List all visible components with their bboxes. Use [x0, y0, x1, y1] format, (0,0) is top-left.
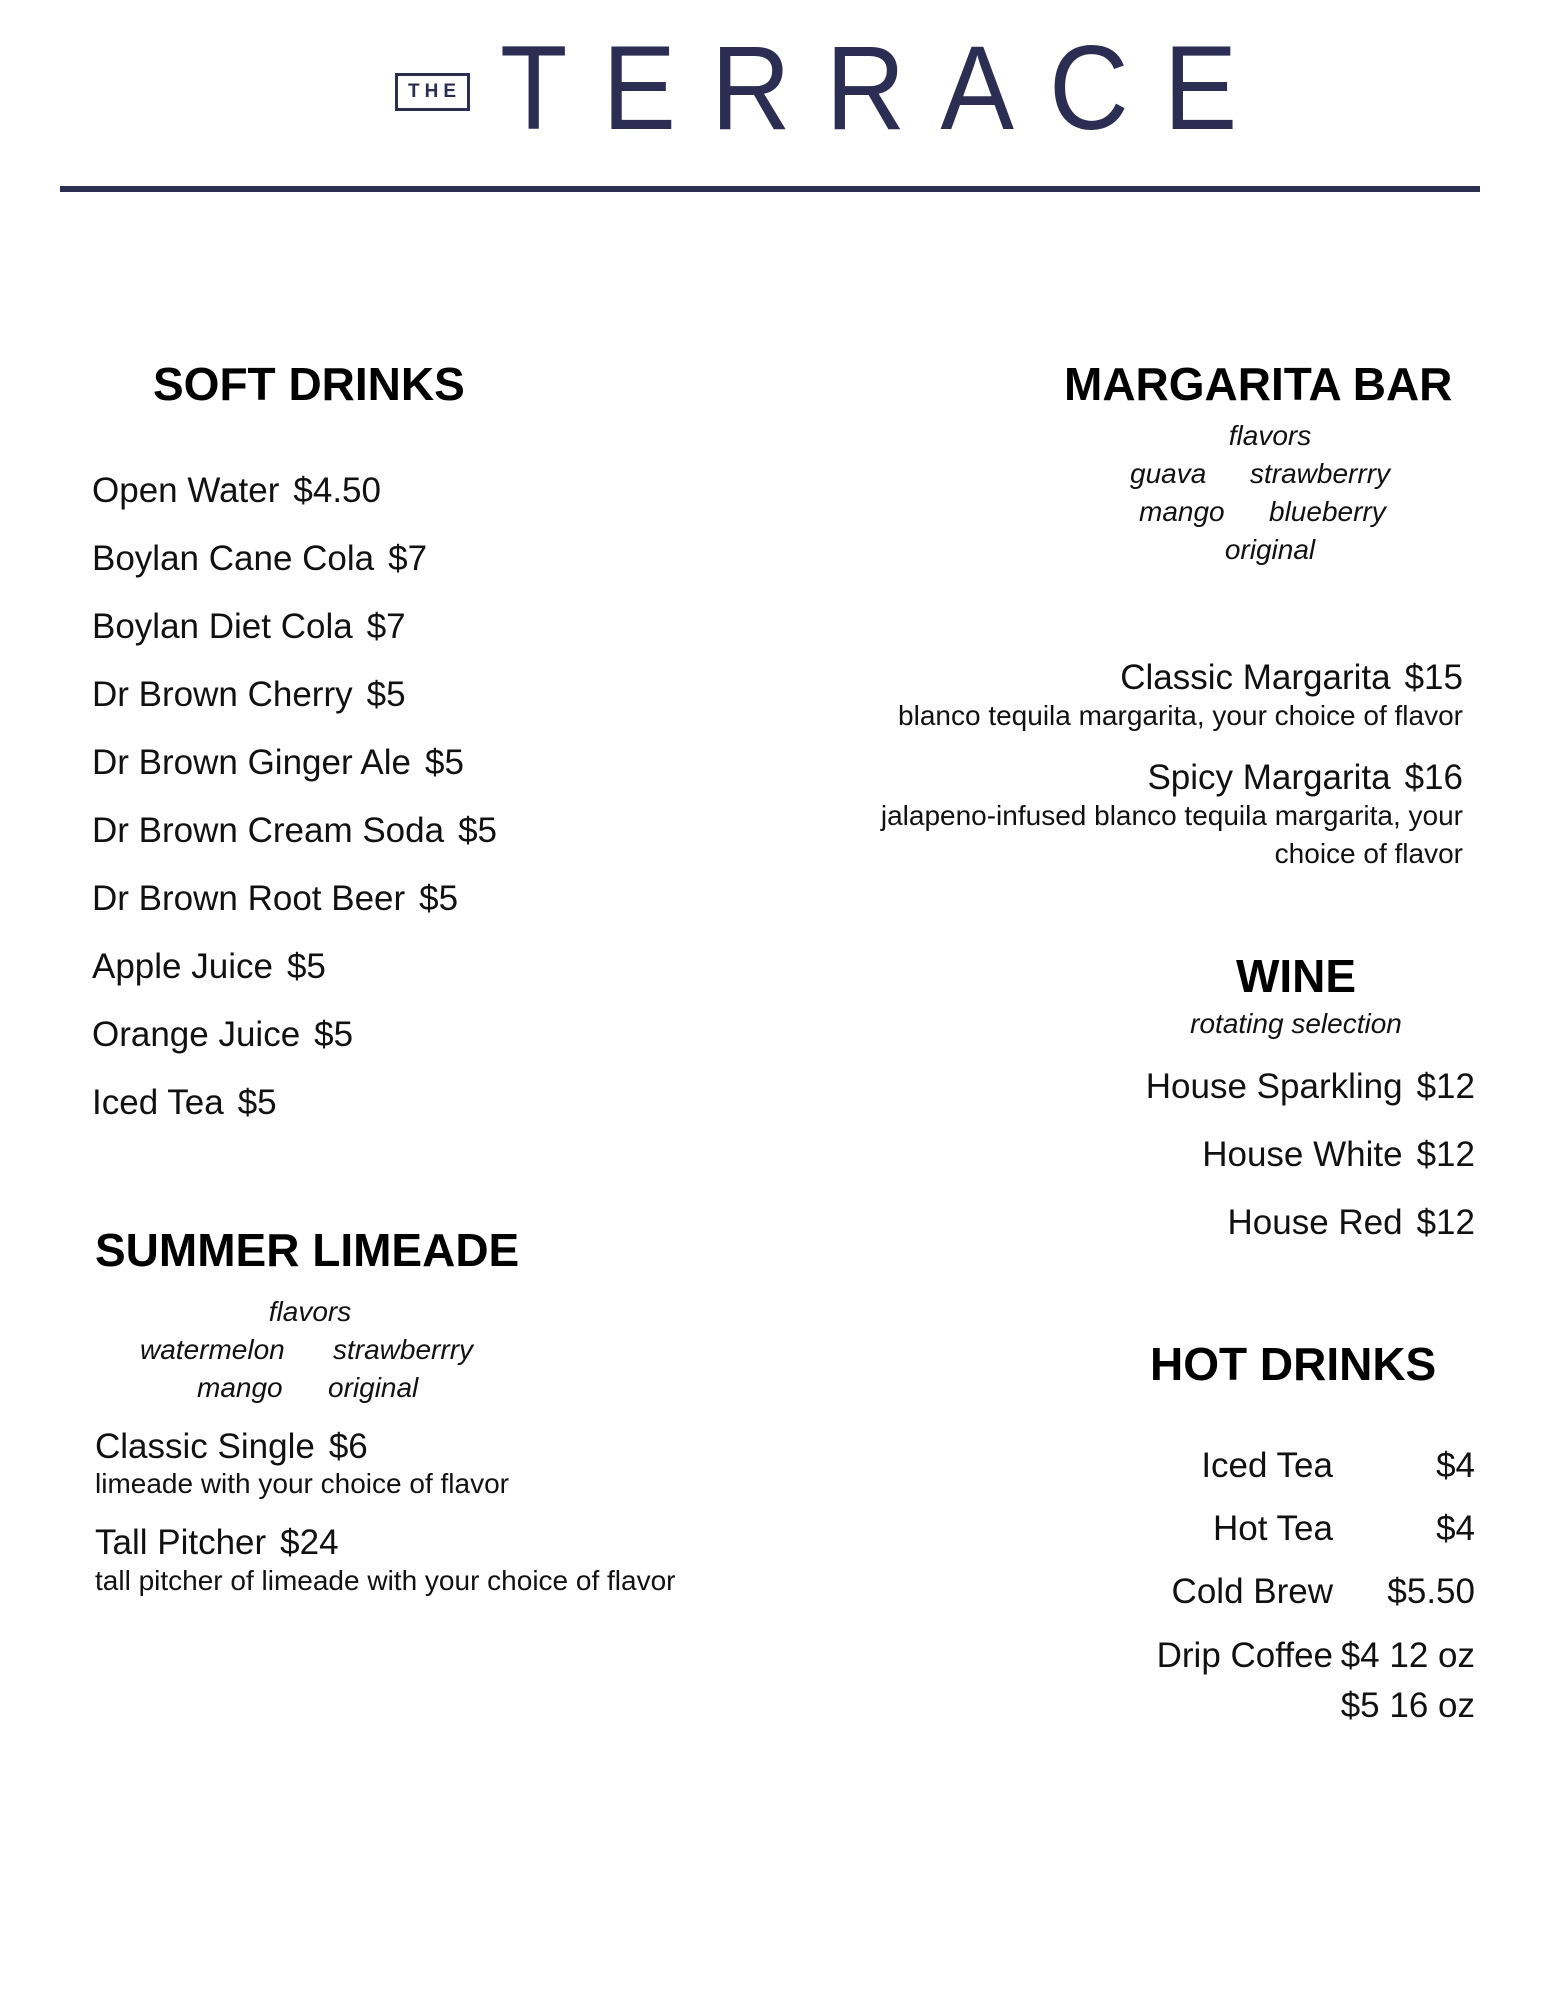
- header-divider: [60, 186, 1480, 192]
- item-price: $12: [1416, 1203, 1475, 1242]
- margarita-bar-heading: MARGARITA BAR: [1064, 358, 1453, 410]
- margarita-flavors-label: flavors: [1228, 420, 1312, 451]
- item-price: $4: [1436, 1446, 1475, 1485]
- item-name: Iced Tea: [92, 1083, 224, 1122]
- item-description: jalapeno-infused blanco tequila margarita, your: [880, 800, 1463, 831]
- item-price: $5: [366, 675, 406, 714]
- hot-drinks-heading: HOT DRINKS: [1150, 1338, 1437, 1390]
- menu-item: [92, 809, 497, 853]
- item-name: House White: [1202, 1135, 1403, 1174]
- item-price: $5: [419, 879, 459, 918]
- logo-name: TERRACE: [500, 21, 1273, 155]
- menu-item: [92, 1081, 277, 1125]
- item-name: House Red: [1227, 1203, 1403, 1242]
- item-name: Apple Juice: [92, 947, 273, 986]
- item-description: blanco tequila margarita, your choice of flavor: [898, 700, 1463, 731]
- item-name: Dr Brown Ginger Ale: [92, 743, 412, 782]
- menu-item: [92, 741, 464, 785]
- item-name: Dr Brown Cherry: [92, 675, 353, 714]
- item-name: Open Water: [92, 471, 280, 510]
- item-name: Classic Single: [95, 1427, 315, 1466]
- item-name: Classic Margarita: [1120, 658, 1391, 697]
- limeade-flavors-label: flavors: [268, 1296, 352, 1327]
- limeade-flavor: strawberrry: [333, 1334, 474, 1365]
- soft-drinks-heading: SOFT DRINKS: [153, 358, 465, 410]
- item-name: Spicy Margarita: [1147, 758, 1391, 797]
- item-name: Hot Tea: [1213, 1509, 1333, 1548]
- item-price: $24: [280, 1523, 339, 1562]
- item-name: Cold Brew: [1171, 1572, 1333, 1611]
- item-price: $5: [237, 1083, 277, 1122]
- menu-item: [1120, 656, 1463, 700]
- menu-item: [92, 673, 406, 717]
- item-price: $7: [388, 539, 428, 578]
- item-name: Orange Juice: [92, 1015, 301, 1054]
- menu-item: [92, 877, 458, 921]
- item-price: $5: [314, 1015, 354, 1054]
- item-price: $5: [425, 743, 464, 782]
- item-price: $6: [328, 1427, 368, 1466]
- item-price: $4: [1436, 1509, 1475, 1548]
- margarita-flavor: mango: [1139, 496, 1225, 527]
- menu-item: [92, 537, 427, 581]
- item-name: Iced Tea: [1201, 1446, 1333, 1485]
- wine-subtitle: rotating selection: [1190, 1008, 1402, 1039]
- item-price: $12: [1416, 1067, 1475, 1106]
- margarita-flavor: strawberrry: [1250, 458, 1391, 489]
- item-description: choice of flavor: [1274, 838, 1463, 869]
- item-description: limeade with your choice of flavor: [95, 1468, 509, 1499]
- item-price: $7: [366, 607, 406, 646]
- summer-limeade-heading: SUMMER LIMEADE: [95, 1224, 520, 1276]
- item-price: $4 12 oz: [1340, 1636, 1475, 1675]
- menu-item: [1147, 756, 1463, 800]
- menu-item: [92, 605, 406, 649]
- item-price: $4.50: [293, 471, 381, 510]
- menu-item: [95, 1521, 339, 1565]
- menu-item: [92, 469, 381, 513]
- item-name: Dr Brown Cream Soda: [92, 811, 445, 850]
- item-price: $16: [1404, 758, 1463, 797]
- menu-item: [95, 1425, 368, 1469]
- menu-item: [92, 1013, 353, 1057]
- margarita-flavor: original: [1224, 534, 1316, 565]
- logo: [0, 0, 1545, 180]
- menu-item: [1146, 1065, 1475, 1109]
- menu-item: [1227, 1201, 1475, 1245]
- limeade-flavor: original: [328, 1372, 419, 1403]
- margarita-flavor: guava: [1130, 458, 1207, 489]
- item-name: Boylan Cane Cola: [92, 539, 375, 578]
- item-name: Dr Brown Root Beer: [92, 879, 406, 918]
- item-price: $12: [1416, 1135, 1475, 1174]
- item-description: tall pitcher of limeade with your choice of flavor: [95, 1565, 676, 1596]
- item-price: $15: [1404, 658, 1463, 697]
- item-name: Boylan Diet Cola: [92, 607, 353, 646]
- limeade-flavor: watermelon: [140, 1334, 285, 1365]
- item-price: $5: [286, 947, 326, 986]
- wine-heading: WINE: [1235, 950, 1357, 1002]
- menu-item: [92, 945, 326, 989]
- logo-prefix: THE: [395, 73, 470, 111]
- item-price: $5.50: [1387, 1572, 1475, 1611]
- item-price: $5: [458, 811, 498, 850]
- menu-item: [1202, 1133, 1475, 1177]
- item-name: Tall Pitcher: [95, 1523, 267, 1562]
- limeade-flavor: mango: [197, 1372, 283, 1403]
- item-name: Drip Coffee: [1156, 1636, 1333, 1675]
- item-name: House Sparkling: [1145, 1067, 1403, 1106]
- item-price: $5 16 oz: [1340, 1686, 1475, 1725]
- margarita-flavor: blueberry: [1269, 496, 1386, 527]
